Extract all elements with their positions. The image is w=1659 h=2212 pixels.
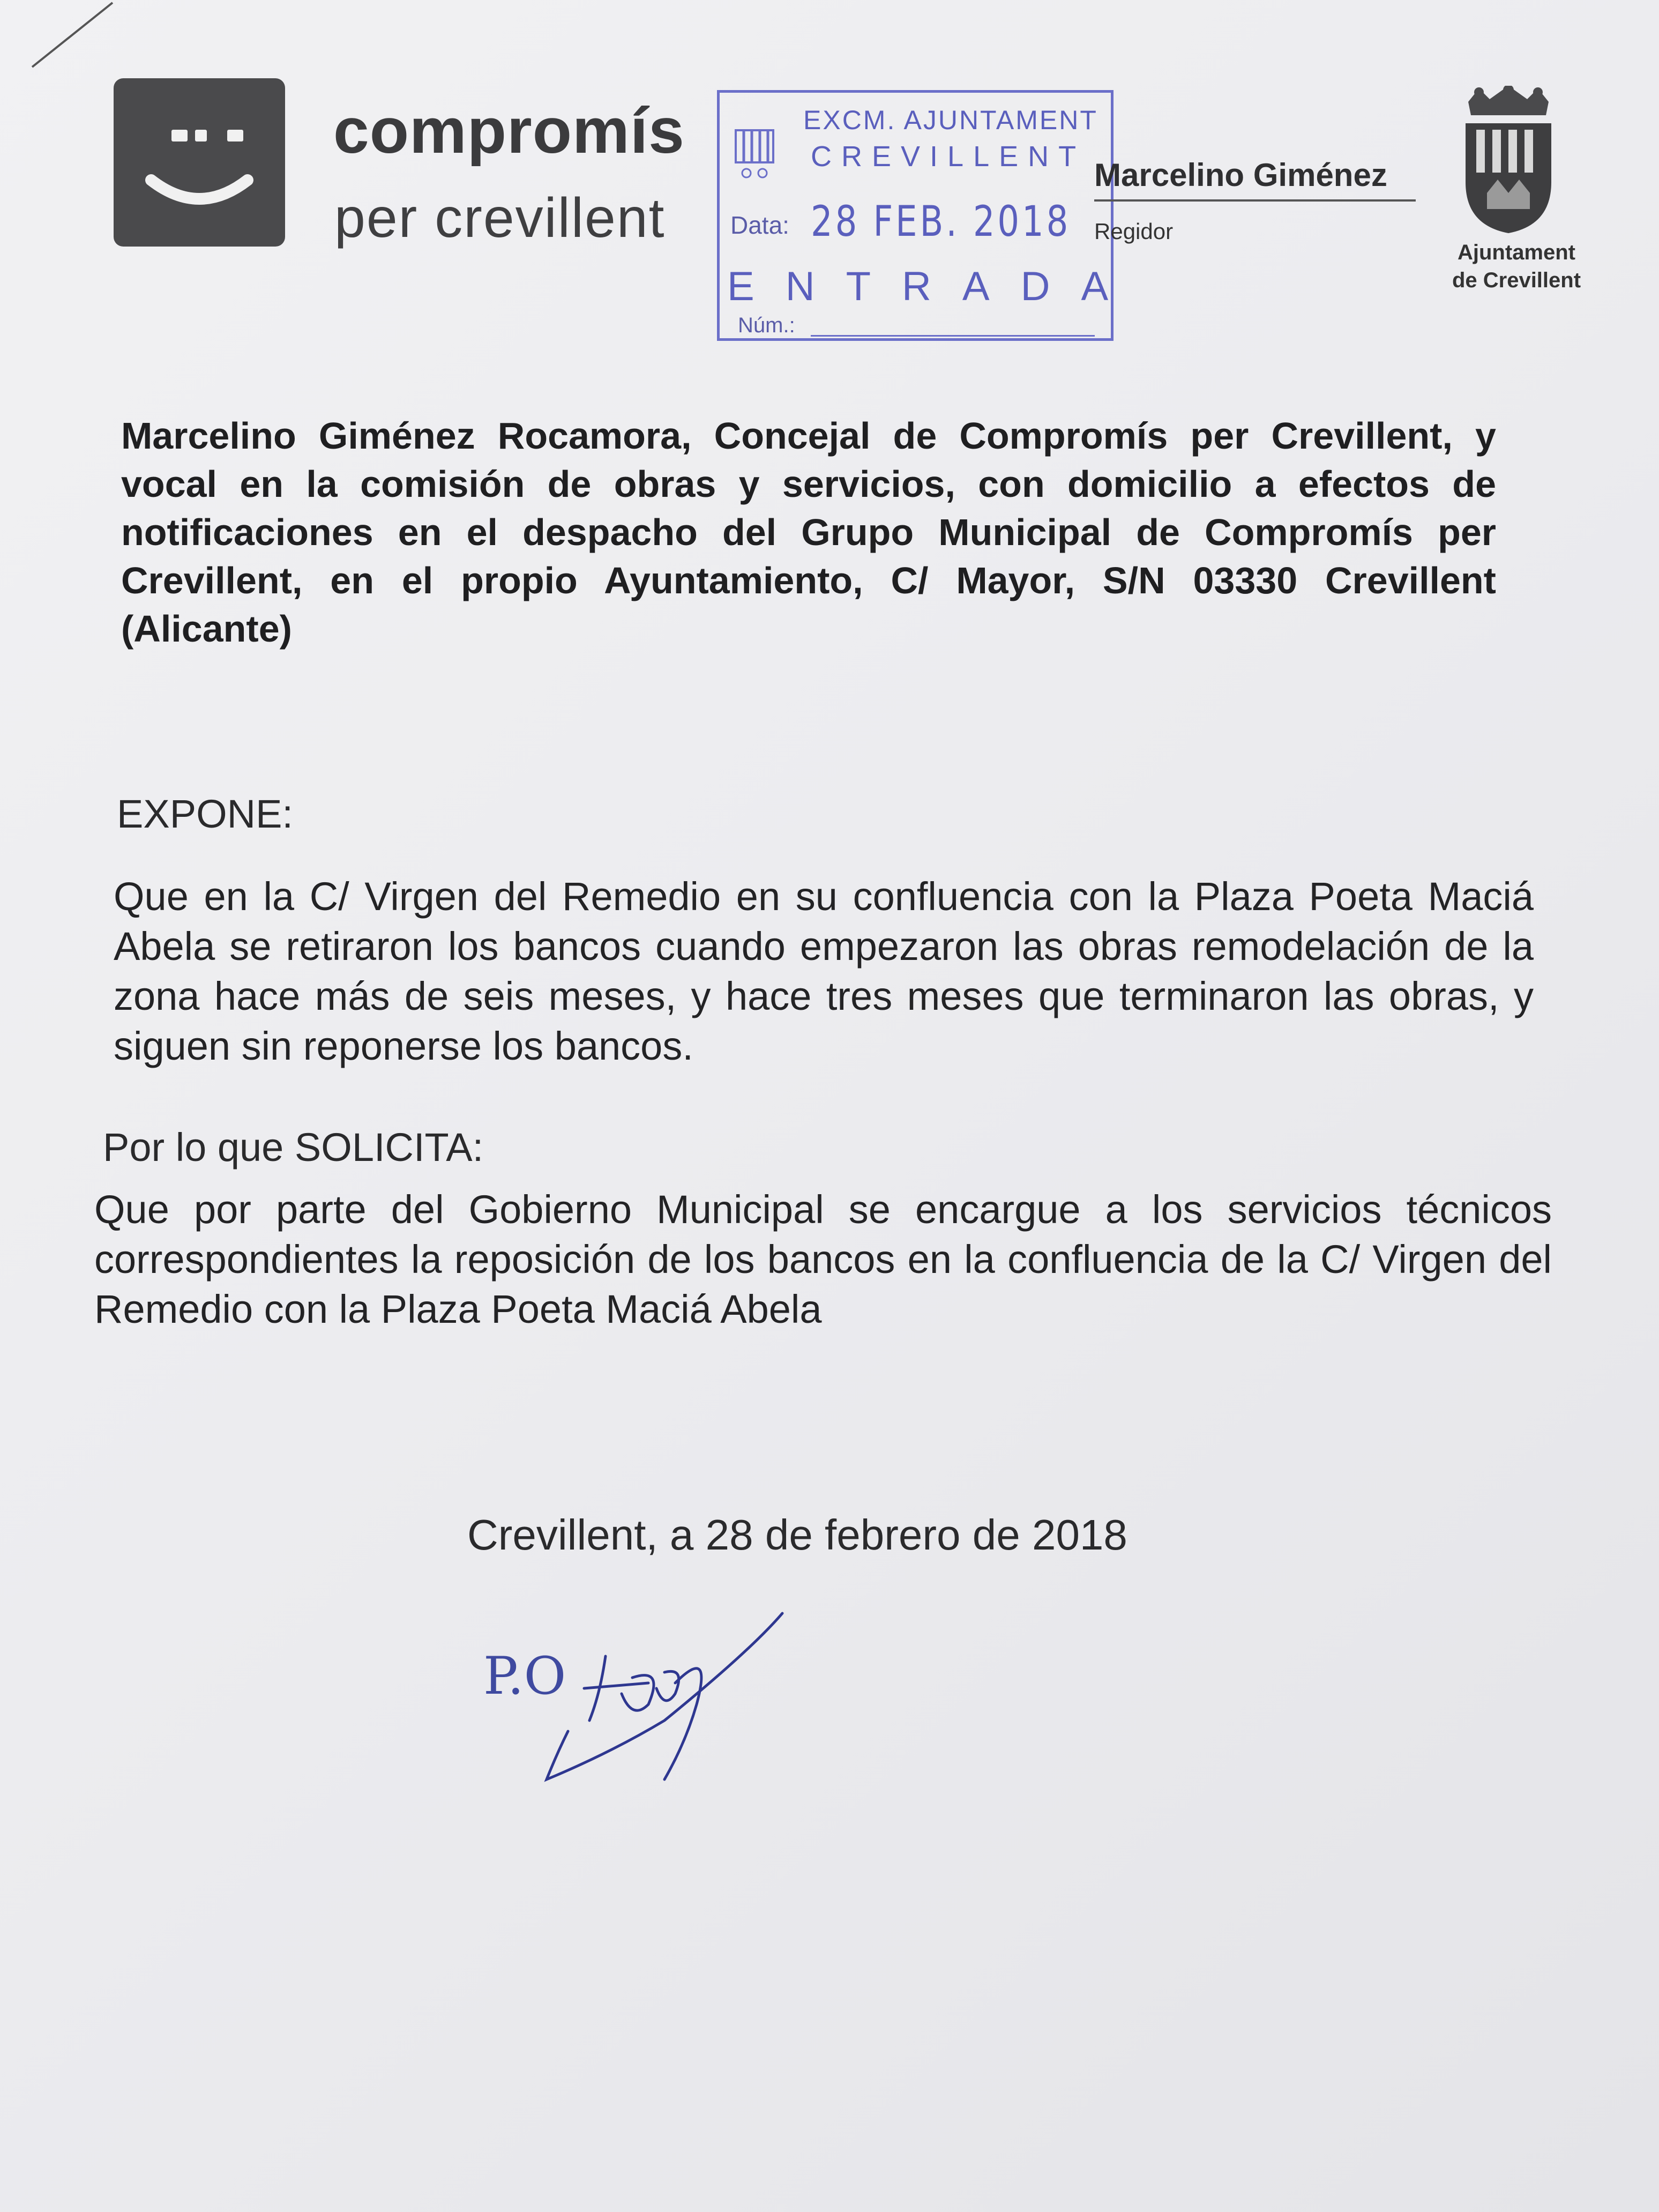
signature — [472, 1603, 836, 1806]
stamp-data-label: Data: — [730, 211, 789, 239]
stamp-date: 28 FEB. 2018 — [811, 198, 1071, 246]
pen-mark — [21, 0, 118, 75]
signature-po: P.O — [483, 1646, 566, 1706]
solicita-paragraph: Que por parte del Gobierno Municipal se encargue a los servicios técnicos correspondientes la reposición de los bancos en la confluencia de la C/ Virgen del Remedio con la Plaza Poeta Maciá Abela — [94, 1187, 1552, 1331]
expone-label: EXPONE: — [117, 792, 293, 836]
stamp-line1: EXCM. AJUNTAMENT — [803, 105, 1098, 135]
date-line: Crevillent, a 28 de febrero de 2018 — [467, 1511, 1127, 1559]
ajuntament-line2: de Crevillent — [1452, 269, 1581, 292]
intro-paragraph: Marcelino Giménez Rocamora, Concejal de Compromís per Crevillent, y vocal en la comisión de obras y servicios, con domicilio a efectos de notificaciones en el despacho del Grupo Municipal de Compromís per Crevillent, en el propio Ayuntamiento, C/ Mayor, S/N 03330 Crevillent (Alicante) — [121, 415, 1496, 650]
compromis-logo-icon — [114, 78, 285, 247]
stamp-num-line — [811, 335, 1095, 337]
stamp-num-label: Núm.: — [738, 314, 795, 337]
regidor-role: Regidor — [1094, 219, 1174, 244]
brand-subtitle: per crevillent — [334, 187, 666, 249]
expone-paragraph: Que en la C/ Virgen del Remedio en su confluencia con la Plaza Poeta Maciá Abela se retiraron los bancos cuando empezaron las obras remodelación de la zona hace más de seis meses, y hace tres meses que terminaron las obras, y siguen sin reponerse los bancos. — [114, 874, 1534, 1068]
regidor-name: Marcelino Giménez — [1094, 157, 1387, 193]
stamp-crest-icon — [730, 120, 779, 184]
brand-name: compromís — [333, 95, 685, 167]
solicita-label: Por lo que SOLICITA: — [103, 1125, 484, 1170]
ajuntament-crest-icon — [1458, 86, 1559, 236]
regidor-divider — [1094, 199, 1416, 202]
stamp-line2: CREVILLENT — [811, 140, 1086, 173]
stamp-entrada: ENTRADA — [727, 264, 1140, 309]
ajuntament-label — [1447, 239, 1586, 294]
ajuntament-line1: Ajuntament — [1458, 241, 1575, 264]
